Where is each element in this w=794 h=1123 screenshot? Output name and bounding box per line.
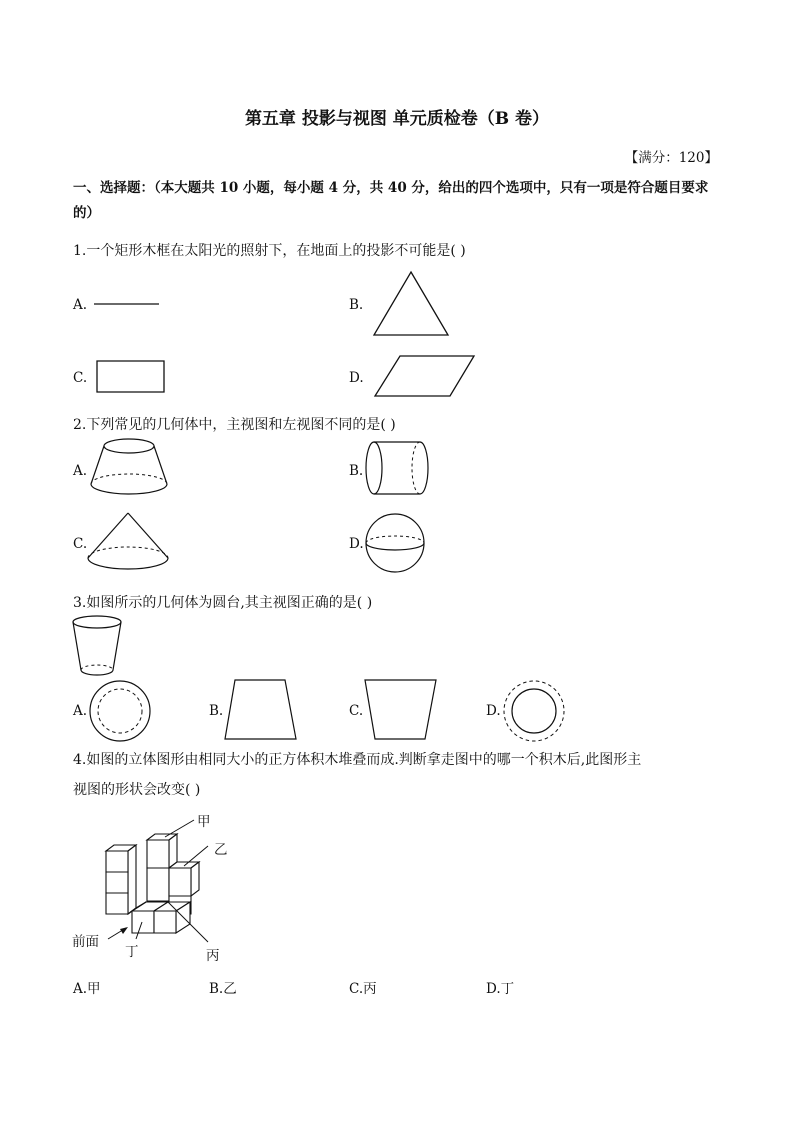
q2-option-c-label[interactable]: C. bbox=[73, 536, 88, 552]
q4-option-b[interactable]: B.乙 bbox=[209, 981, 237, 997]
q2-option-b-label[interactable]: B. bbox=[349, 463, 364, 479]
frustum-icon bbox=[88, 437, 170, 499]
trapezoid-wide-bottom-icon bbox=[224, 679, 298, 741]
triangle-icon bbox=[373, 271, 449, 337]
q4-option-c[interactable]: C.丙 bbox=[349, 981, 377, 997]
question-3-stem: 3.如图所示的几何体为圆台,其主视图正确的是( ) bbox=[73, 595, 373, 611]
q1-option-c-label[interactable]: C. bbox=[73, 370, 88, 386]
question-4-stem-line-1: 4.如图的立体图形由相同大小的正方体积木堆叠而成.判断拿走图中的哪一个积木后,此图形主 bbox=[73, 752, 642, 768]
line-segment-icon bbox=[94, 302, 160, 306]
cone-icon bbox=[86, 512, 170, 572]
q2-option-d-label[interactable]: D. bbox=[349, 536, 364, 552]
parallelogram-icon bbox=[374, 355, 476, 398]
q4-option-a[interactable]: A.甲 bbox=[73, 981, 101, 997]
q1-option-b-label[interactable]: B. bbox=[349, 297, 364, 313]
q1-option-d-label[interactable]: D. bbox=[349, 370, 364, 386]
ring-dashed-inner-icon bbox=[88, 679, 152, 743]
horizontal-cylinder-icon bbox=[364, 440, 432, 498]
full-score-label: 【满分：120】 bbox=[624, 150, 718, 166]
question-1-stem: 1.一个矩形木框在太阳光的照射下，在地面上的投影不可能是( ) bbox=[73, 243, 466, 259]
rectangle-icon bbox=[96, 360, 166, 394]
label-yi: 乙 bbox=[214, 842, 228, 858]
q2-option-a-label[interactable]: A. bbox=[73, 463, 88, 479]
label-front: 前面 bbox=[72, 934, 99, 950]
section-heading: 一、选择题：（本大题共 10 小题，每小题 4 分，共 40 分，给出的四个选项中，只有一项是符合题目要求的） bbox=[73, 180, 709, 221]
q3-option-c-label[interactable]: C. bbox=[349, 703, 364, 719]
label-ding: 丁 bbox=[125, 944, 139, 960]
q3-option-b-label[interactable]: B. bbox=[209, 703, 224, 719]
frustum-cup-icon bbox=[70, 614, 124, 678]
q1-option-a-label[interactable]: A. bbox=[73, 297, 88, 313]
q4-option-d[interactable]: D.丁 bbox=[486, 981, 515, 997]
ring-dashed-outer-icon bbox=[502, 679, 566, 743]
q3-option-d-label[interactable]: D. bbox=[486, 703, 501, 719]
trapezoid-wide-top-icon bbox=[364, 679, 438, 741]
q3-option-a-label[interactable]: A. bbox=[73, 703, 88, 719]
page-title: 第五章 投影与视图 单元质检卷（B 卷） bbox=[244, 109, 550, 129]
label-bing: 丙 bbox=[206, 948, 220, 964]
sphere-icon bbox=[364, 512, 426, 574]
label-jia: 甲 bbox=[197, 814, 211, 830]
question-2-stem: 2.下列常见的几何体中，主视图和左视图不同的是( ) bbox=[73, 417, 396, 433]
question-4-stem-line-2: 视图的形状会改变( ) bbox=[73, 782, 201, 798]
